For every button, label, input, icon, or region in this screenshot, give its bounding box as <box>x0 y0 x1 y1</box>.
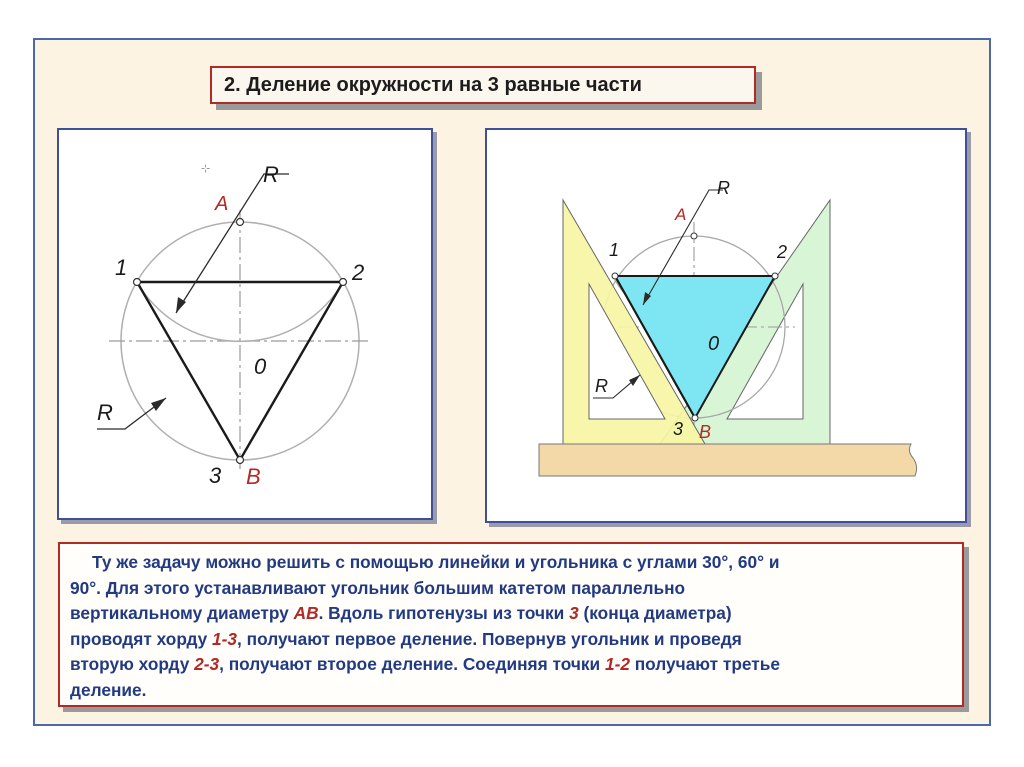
description-part-1: Ту же задачу можно решить с помощью линейки и угольника с углами 30°, 60° и 90°. Для этого устанавливают угольник большим катетом параллельно вертикальному диаметру <box>70 552 780 624</box>
description-text <box>70 550 952 704</box>
page-title: 2. Деление окружности на 3 равные части <box>224 73 642 96</box>
right-point-2 <box>772 273 778 279</box>
right-diagram <box>487 130 965 521</box>
right-label-r-left: R <box>595 376 608 396</box>
description-box <box>58 542 964 707</box>
left-label-b: B <box>246 464 261 489</box>
description-part-5: , получают второе деление. Соединяя точки <box>219 654 605 675</box>
right-diagram-panel <box>485 128 967 523</box>
highlight-chord-2-3: 2-3 <box>194 654 220 675</box>
left-label-3: 3 <box>209 463 222 488</box>
left-label-1: 1 <box>115 255 128 280</box>
right-label-2: 2 <box>777 242 788 262</box>
description-part-6: получают третье деление. <box>70 654 781 700</box>
title-box <box>210 66 756 104</box>
left-diagram-panel <box>57 128 433 520</box>
highlight-chord-1-3: 1-3 <box>212 628 238 649</box>
left-label-2: 2 <box>352 260 365 285</box>
left-point-3 <box>237 457 244 464</box>
left-label-r-top: R <box>263 162 279 187</box>
left-radius-leader-top <box>176 174 289 313</box>
description-part-2: . Вдоль гипотенузы из точки <box>318 603 570 624</box>
description-part-3: (конца диаметра) проводят хорду <box>70 603 732 649</box>
description-part-4: , получают первое деление. Повернув угольник и проведя вторую хорду <box>70 628 742 675</box>
right-label-a: A <box>675 205 687 224</box>
left-label-o: 0 <box>254 354 267 379</box>
highlight-chord-1-2: 1-2 <box>604 654 630 675</box>
right-point-a <box>691 233 697 239</box>
left-point-2 <box>340 279 347 286</box>
right-label-b: B <box>699 422 712 442</box>
right-label-o: 0 <box>708 333 720 355</box>
left-point-1 <box>134 279 141 286</box>
right-label-r-top: R <box>717 178 730 198</box>
highlight-point-3: 3 <box>569 603 579 624</box>
right-point-1 <box>612 273 618 279</box>
left-diagram <box>59 130 431 518</box>
highlight-ab: АВ <box>293 603 319 624</box>
right-label-3: 3 <box>673 419 684 439</box>
left-point-a <box>237 219 244 226</box>
left-label-r-bottom: R <box>97 400 113 425</box>
right-point-3 <box>692 415 698 421</box>
right-ruler <box>539 444 917 476</box>
left-radius-arrow-bottom <box>151 398 166 411</box>
left-small-mark: ⊹ <box>201 163 211 175</box>
left-label-a: A <box>215 193 229 215</box>
right-label-1: 1 <box>609 240 620 260</box>
